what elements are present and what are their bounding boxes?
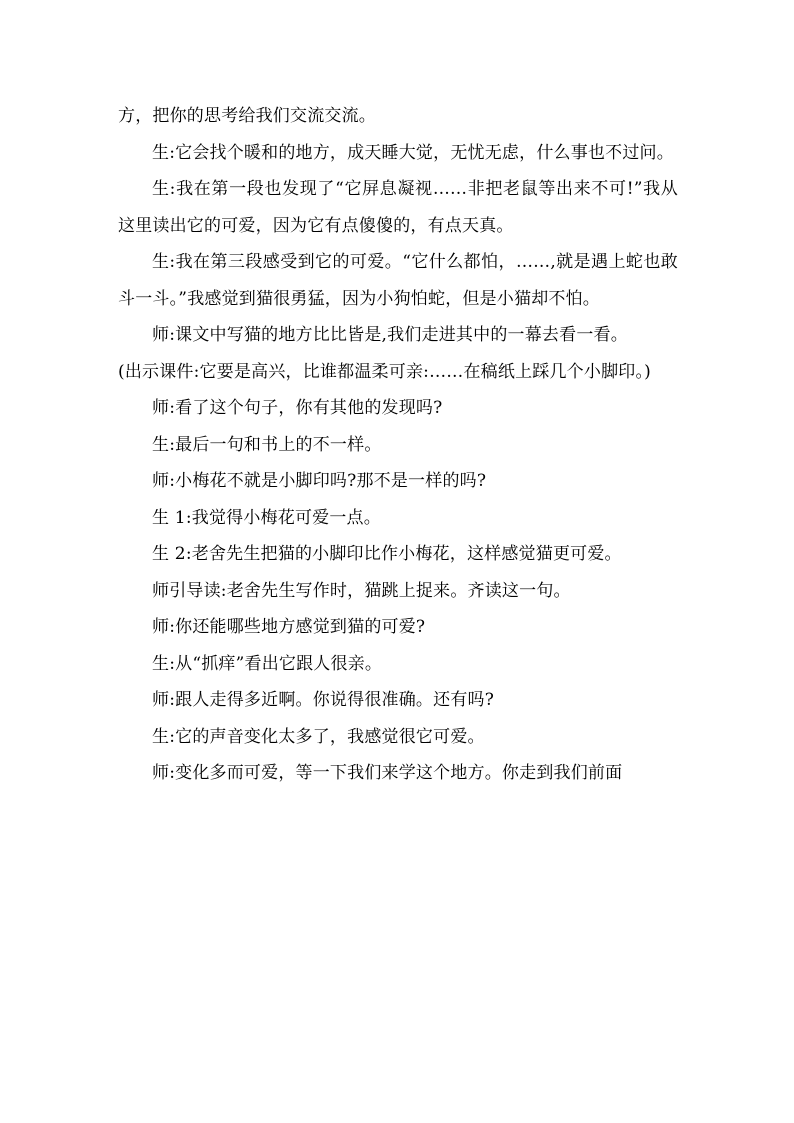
paragraph: (出示课件:它要是高兴，比谁都温柔可亲:……在稿纸上踩几个小脚印。): [118, 361, 652, 382]
paragraph: 师引导读:老舍先生写作时，猫跳上捉来。齐读这一句。: [152, 580, 571, 601]
paragraph: 生:我在第一段也发现了“它屏息凝视……非把老鼠等出来不可!”我从这里读出它的可爱，因为它有点傻傻的，有点天真。: [118, 179, 678, 236]
document-body: [118, 98, 678, 792]
paragraph: 生:从“抓痒”看出它跟人很亲。: [152, 653, 383, 674]
paragraph: 生:最后一句和书上的不一样。: [152, 434, 382, 455]
paragraph: 师:小梅花不就是小脚印吗?那不是一样的吗?: [152, 471, 487, 491]
paragraph: 师:课文中写猫的地方比比皆是,我们走进其中的一幕去看一看。: [152, 325, 628, 345]
paragraph: 师:跟人走得多近啊。你说得很准确。还有吗?: [152, 690, 495, 710]
paragraph: 生:它的声音变化太多了，我感觉很它可爱。: [152, 726, 485, 747]
paragraph: 生 2:老舍先生把猫的小脚印比作小梅花，这样感觉猫更可爱。: [152, 544, 622, 564]
paragraph: 生 1:我觉得小梅花可爱一点。: [152, 507, 381, 528]
paragraph: 师:你还能哪些地方感觉到猫的可爱?: [152, 617, 426, 637]
paragraph: 生:我在第三段感受到它的可爱。“它什么都怕，……,就是遇上蛇也敢斗一斗。”我感觉到猫很勇猛，因为小狗怕蛇，但是小猫却不怕。: [118, 252, 678, 309]
paragraph: 生:它会找个暖和的地方，成天睡大觉，无忧无虑，什么事也不过问。: [152, 142, 674, 163]
paragraph: 师:看了这个句子，你有其他的发现吗?: [152, 398, 443, 418]
paragraph: 师:变化多而可爱，等一下我们来学这个地方。你走到我们前面: [152, 763, 623, 783]
paragraph: 方，把你的思考给我们交流交流。: [118, 106, 376, 126]
